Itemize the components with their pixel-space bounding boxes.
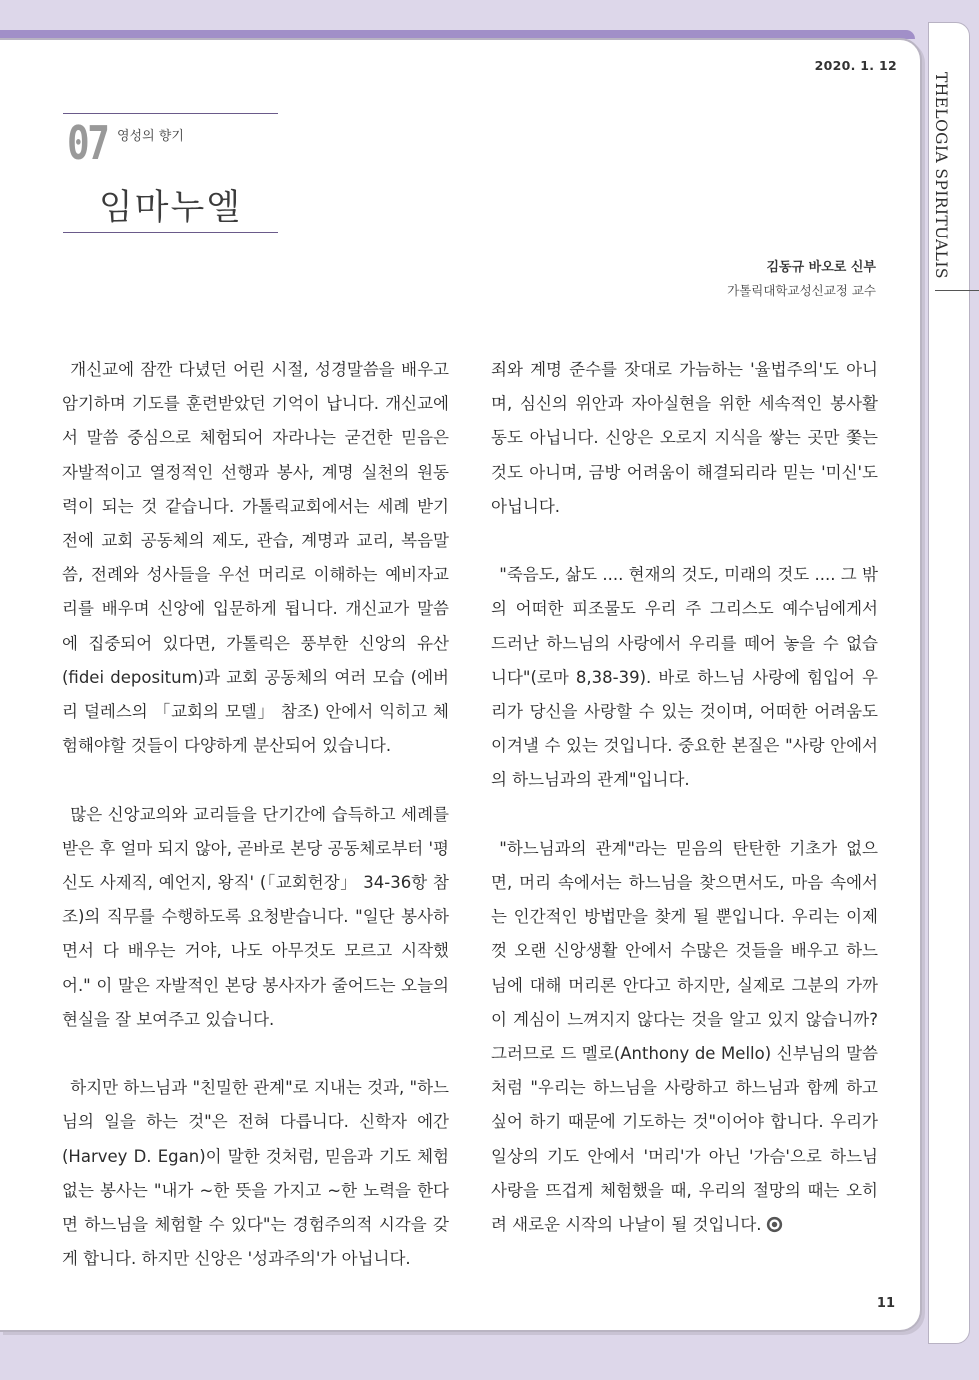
side-section-label — [932, 72, 968, 282]
issue-date: 2020. 1. 12 — [814, 58, 897, 73]
paragraph: 많은 신앙교의와 교리들을 단기간에 습득하고 세례를 받은 후 얼마 되지 않아, 곧바로 본당 공동체로부터 '평신도 사제직, 예언지, 왕직' (「교회헌장」 34-36항 참조)의 직무를 수행하도록 요청받습니다. "일단 봉사하면서 다 배우는 거야, 나도 아무것도 모르고 시작했어." 이 말은 자발적인 본당 봉사자가 줄어드는 오늘의 현실을 잘 보여주고 있습니다. — [62, 804, 449, 1029]
title-top-rule — [63, 113, 278, 114]
body-column-right — [491, 353, 878, 1276]
paragraph: 개신교에 잠깐 다녔던 어린 시절, 성경말씀을 배우고 암기하며 기도를 훈련받았던 기억이 납니다. 개신교에서 말씀 중심으로 체험되어 자라나는 굳건한 믿음은 자발적이고 열정적인 선행과 봉사, 계명 실천의 원동력이 되는 것 같습니다. 가톨릭교회에서는 세례 받기 전에 교회 공동체의 제도, 관습, 계명과 교리, 복음말씀, 전례와 성사들을 우선 머리로 이해하는 예비자교리를 배우며 신앙에 입문하게 됩니다. 개신교가 말씀에 집중되어 있다면, 가톨릭은 풍부한 신앙의 유산(fidei depositum)과 교회 공동체의 여러 모습 (에버리 덜레스의 「교회의 모델」 참조) 안에서 익히고 체험해야할 것들이 다양하게 분산되어 있습니다. — [62, 360, 449, 756]
author-role: 가톨릭대학교성신교정 교수 — [727, 283, 876, 298]
author-name: 김동규 바오로 신부 — [766, 260, 876, 275]
side-divider — [935, 290, 979, 291]
paragraph: 하지만 하느님과 "친밀한 관계"로 지내는 것과, "하느님의 일을 하는 것"은 전혀 다릅니다. 신학자 에간(Harvey D. Egan)이 말한 것처럼, 믿음과 기도 체험 없는 봉사는 "내가 ~한 뜻을 가지고 ~한 노력을 한다면 하느님을 체험할 수 있다"는 경험주의적 시각을 갖게 합니다. 하지만 신앙은 '성과주의'가 아닙니다. — [62, 1078, 449, 1269]
paragraph-text: "하느님과의 관계"라는 믿음의 탄탄한 기초가 없으면, 머리 속에서는 하느님을 찾으면서도, 마음 속에서는 인간적인 방법만을 찾게 될 뿐입니다. 우리는 이제껏 오랜 신앙생활 안에서 수많은 것들을 배우고 하느님에 대해 머리론 안다고 하지만, 실제로 그분의 가까이 계심이 느껴지지 않다는 것을 알고 있지 않습니까? 그러므로 드 멜로(Anthony de Mello) 신부님의 말씀처럼 "우리는 하느님을 사랑하고 하느님과 함께 하고 싶어 하기 때문에 기도하는 것"이어야 합니다. 우리가 일상의 기도 안에서 '머리'가 아닌 '가슴'으로 하느님 사랑을 뜨겁게 체험했을 때, 우리의 절망의 때는 오히려 새로운 시작의 나날이 될 것입니다. — [491, 838, 878, 1235]
page-number: 11 — [876, 1296, 895, 1311]
section-number: 07 — [67, 116, 108, 170]
article-title: 임마누엘 — [98, 188, 243, 228]
paragraph: "죽음도, 삶도 .... 현재의 것도, 미래의 것도 .... 그 밖의 어떠한 피조물도 우리 주 그리스도 예수님에게서 드러난 하느님의 사랑에서 우리를 떼어 놓을 수 없습니다"(로마 8,38-39). 바로 하느님 사랑에 힘입어 우리가 당신을 사랑할 수 있는 것이며, 어떠한 어려움도 이겨낼 수 있는 것입니다. 중요한 본질은 "사랑 안에서의 하느님과의 관계"입니다. — [491, 565, 878, 790]
paragraph: 죄와 계명 준수를 잣대로 가늠하는 '율법주의'도 아니며, 심신의 위안과 자아실현을 위한 세속적인 봉사활동도 아닙니다. 신앙은 오로지 지식을 쌓는 곳만 쫓는 것도 아니며, 금방 어려움이 해결되리라 믿는 '미신'도 아닙니다. — [491, 360, 878, 516]
title-bottom-rule — [63, 232, 278, 233]
end-mark-icon — [766, 1216, 783, 1233]
body-column-left — [62, 353, 449, 1311]
section-label: 영성의 향기 — [117, 129, 184, 144]
side-label-text: THELOGIA SPIRITUALIS — [932, 72, 950, 279]
paragraph-final — [491, 832, 878, 1242]
author-block — [727, 256, 876, 299]
